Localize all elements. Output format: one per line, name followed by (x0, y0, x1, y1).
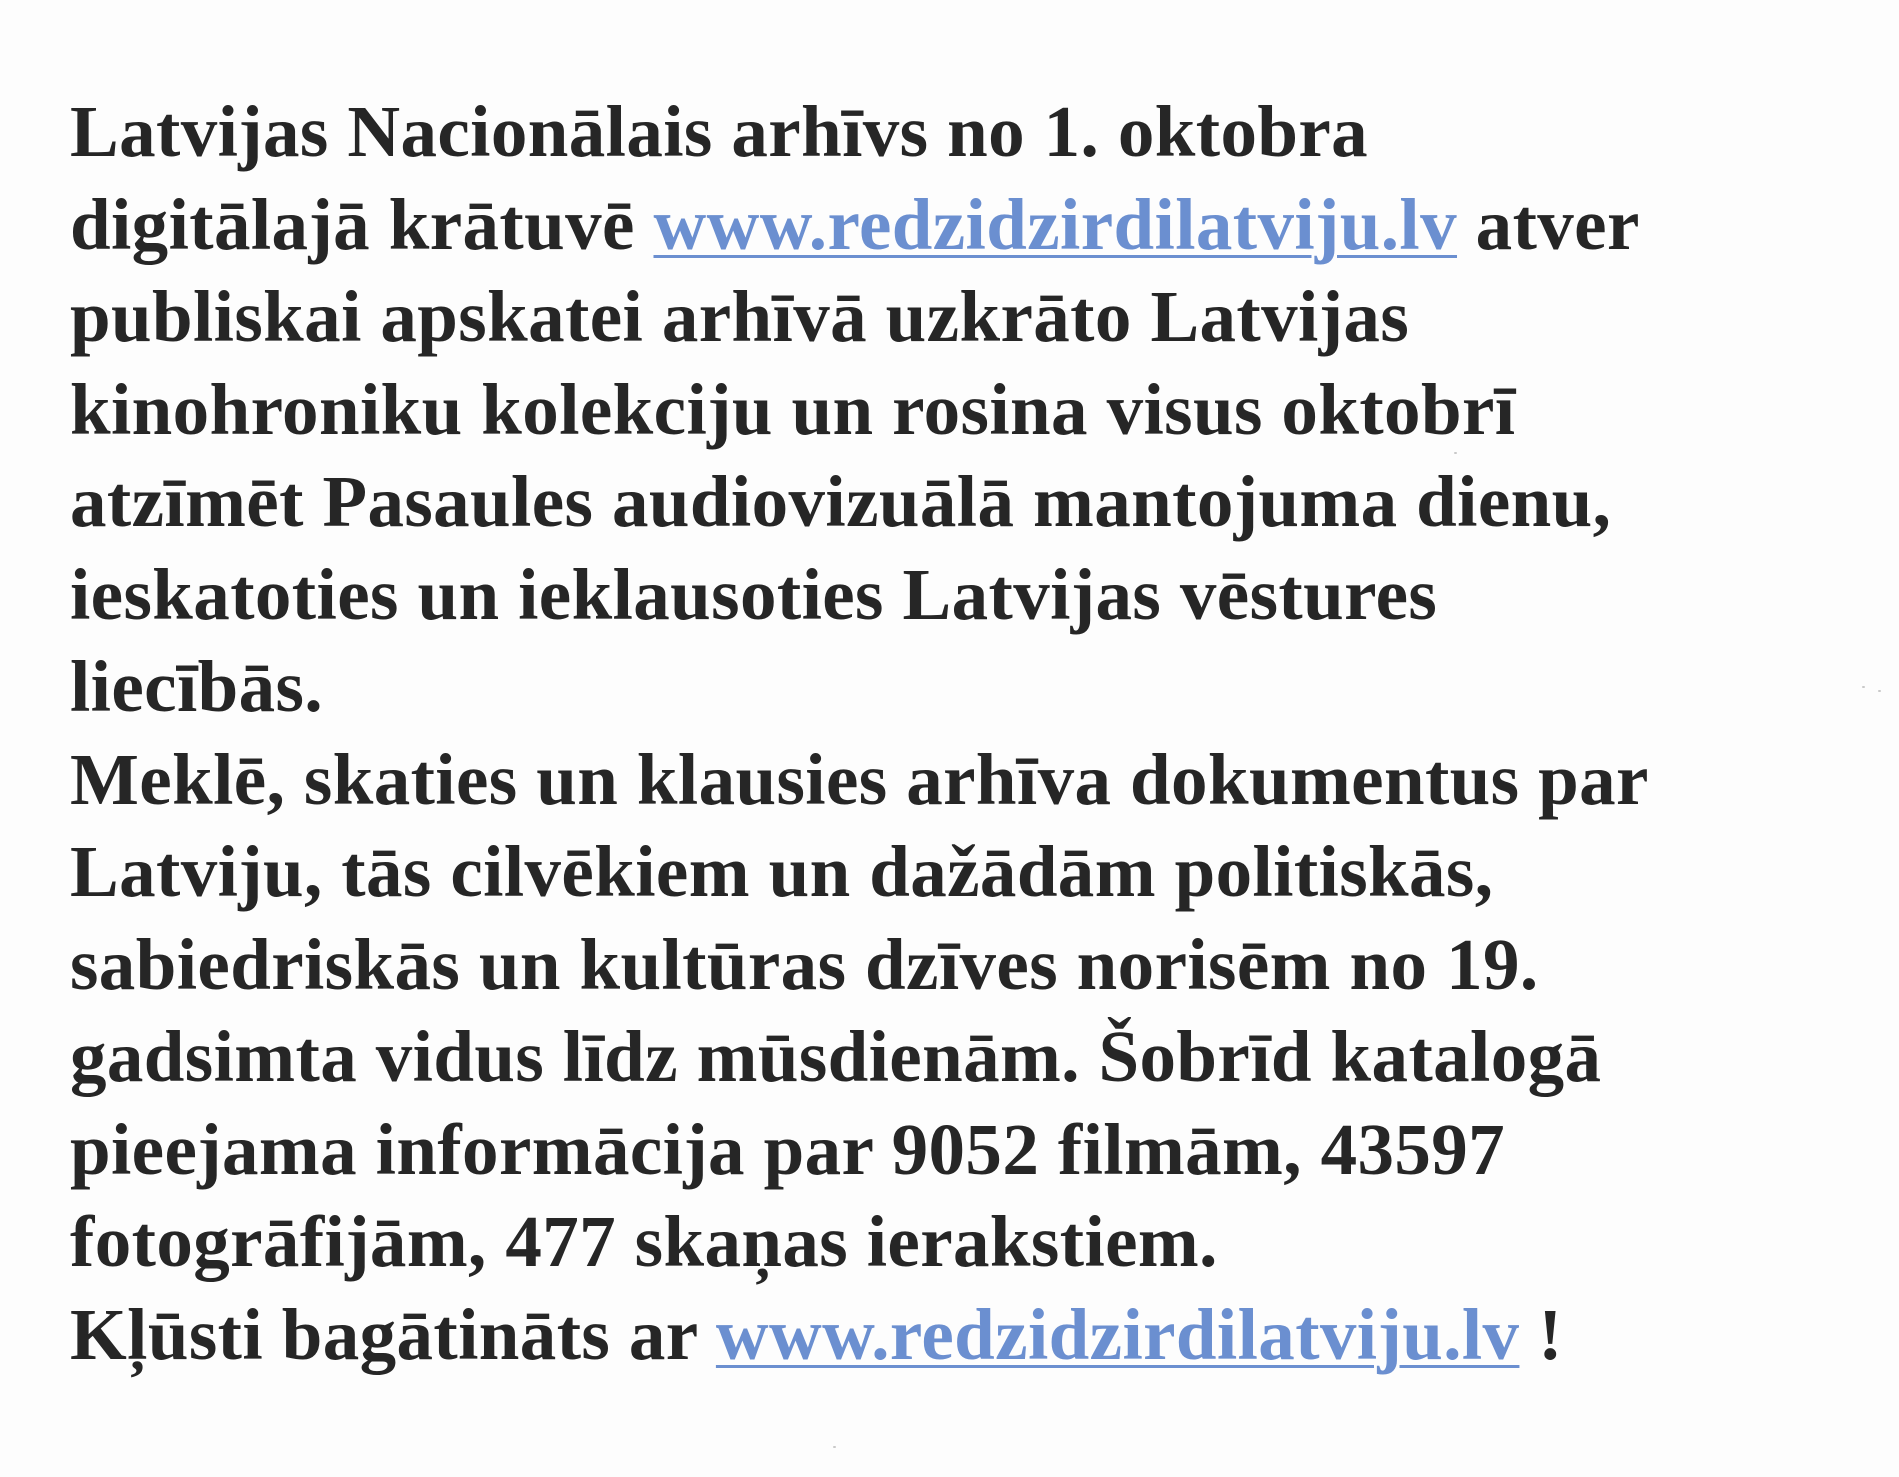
text-segment: atver (1457, 183, 1640, 265)
text-segment: ! (1519, 1293, 1563, 1375)
text-line: gadsimta vidus līdz mūsdienām. Šobrīd katalogā (70, 1016, 1602, 1097)
website-link[interactable]: www.redzidzirdilatviju.lv (715, 1293, 1520, 1375)
text-segment: Kļūsti bagātināts ar (70, 1293, 716, 1375)
scan-speck (833, 1446, 836, 1448)
text-line: fotogrāfijām, 477 skaņas ierakstiem. (70, 1201, 1218, 1282)
text-line: pieejama informācija par 9052 filmām, 43597 (70, 1108, 1506, 1190)
text-line-with-link (70, 179, 1870, 272)
announcement-text (70, 86, 1870, 1381)
text-line: atzīmēt Pasaules audiovizuālā mantojuma dienu, (70, 461, 1612, 542)
scan-speck (1878, 690, 1881, 692)
text-line: ieskatoties un ieklausoties Latvijas vēstures (70, 553, 1438, 635)
text-line: Meklē, skaties un klausies arhīva dokumentus par (70, 738, 1649, 820)
website-link[interactable]: www.redzidzirdilatviju.lv (653, 183, 1458, 265)
text-line: liecībās. (70, 646, 324, 727)
text-line: Latviju, tās cilvēkiem un dažādām politiskās, (70, 831, 1494, 912)
text-line: Latvijas Nacionālais arhīvs no 1. oktobra (70, 91, 1369, 172)
closing-line (70, 1289, 1870, 1382)
text-line: publiskai apskatei arhīvā uzkrāto Latvijas (70, 276, 1410, 357)
text-segment: digitālajā krātuvē (70, 183, 654, 265)
text-line: sabiedriskās un kultūras dzīves norisēm no 19. (70, 923, 1539, 1005)
text-line: kinohroniku kolekciju un rosina visus oktobrī (70, 368, 1516, 450)
